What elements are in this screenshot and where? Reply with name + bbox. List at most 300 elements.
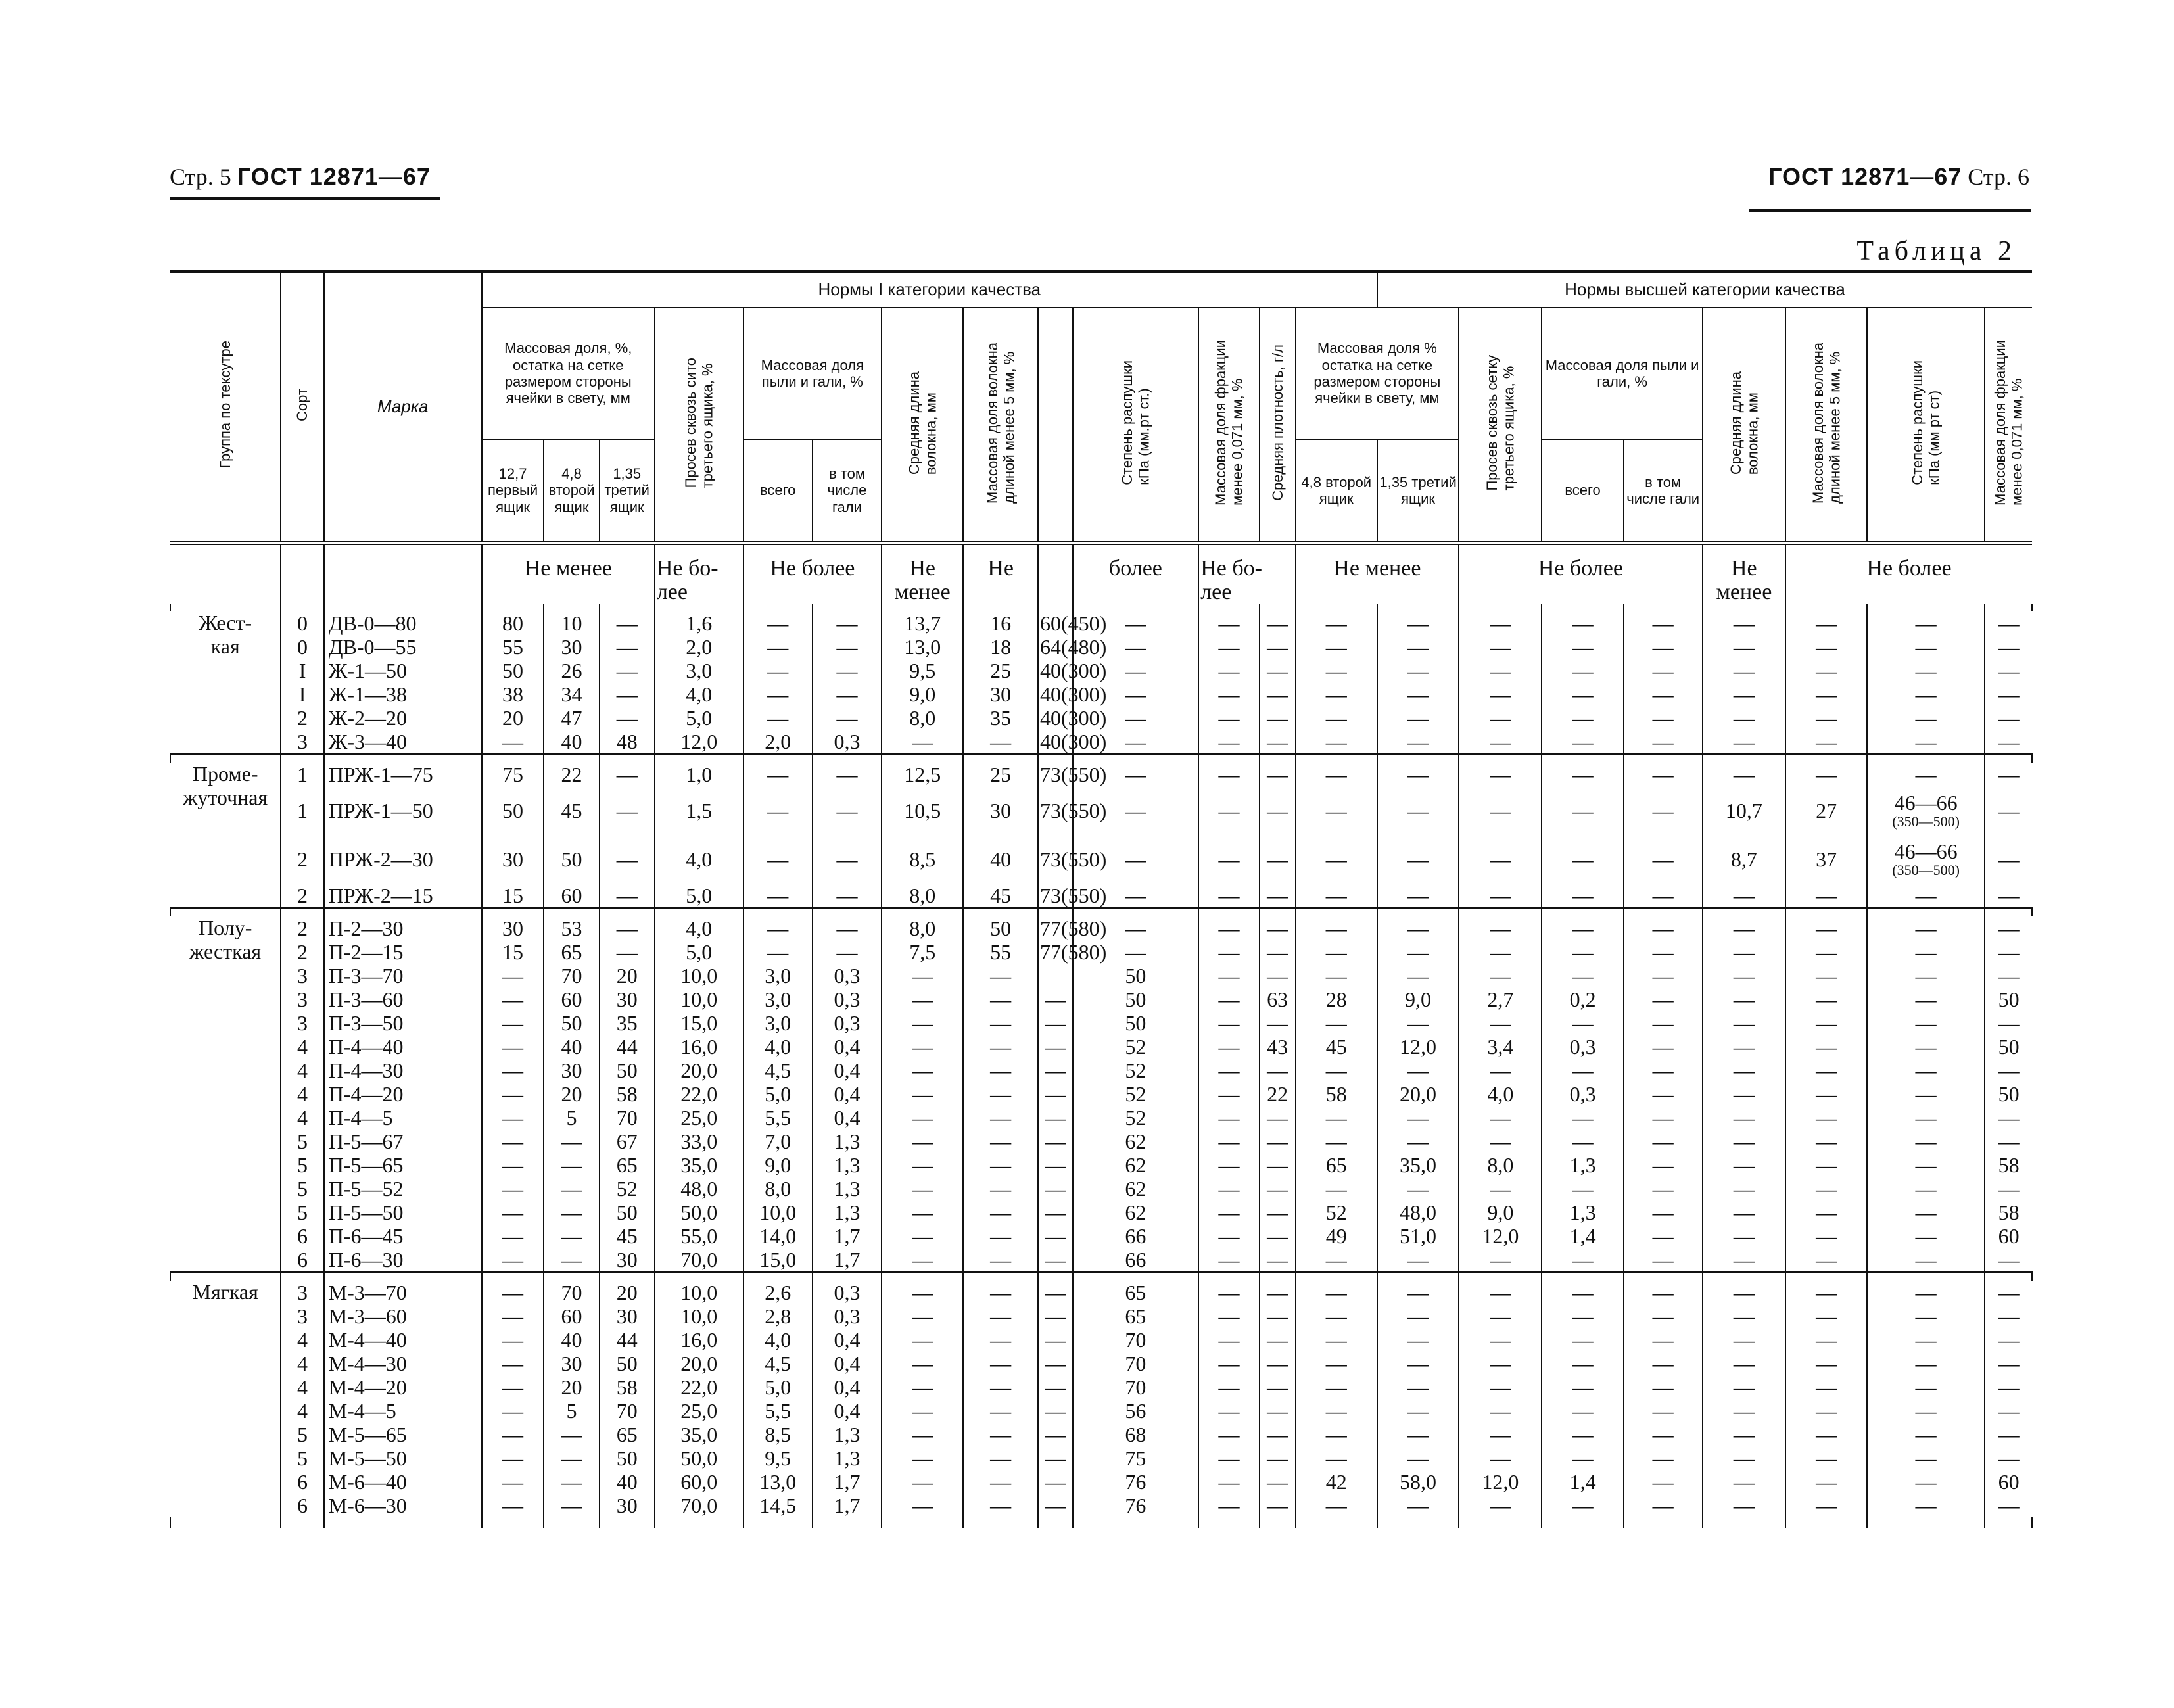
table-cell: — bbox=[1867, 1106, 1985, 1129]
table-cell: — bbox=[1785, 659, 1867, 682]
table-cell: 30 bbox=[600, 1494, 655, 1517]
table-cell: 2,7 bbox=[1459, 987, 1542, 1011]
table-cell: — bbox=[1260, 1304, 1296, 1328]
table-cell: — bbox=[1703, 659, 1785, 682]
table-cell: — bbox=[1038, 1399, 1073, 1423]
table-cell: — bbox=[1785, 1082, 1867, 1106]
table-cell: — bbox=[1377, 635, 1459, 659]
table-cell: 42 bbox=[1296, 1470, 1377, 1494]
table-cell: — bbox=[1867, 1129, 1985, 1153]
mark-cell: П-3—70 bbox=[324, 964, 482, 987]
table-cell: 58 bbox=[600, 1375, 655, 1399]
table-cell: 50 bbox=[600, 1058, 655, 1082]
table-cell: — bbox=[1459, 1375, 1542, 1399]
table-cell: — bbox=[1038, 1153, 1073, 1177]
table-cell: — bbox=[882, 1281, 963, 1304]
table-cell: 62 bbox=[1073, 1153, 1199, 1177]
table-cell: 4 bbox=[281, 1328, 323, 1352]
table-cell: — bbox=[1198, 1494, 1260, 1517]
table-cell: 20 bbox=[482, 706, 544, 730]
table-cell: — bbox=[1867, 1248, 1985, 1272]
table-cell: — bbox=[1038, 1352, 1073, 1375]
table-cell: 22 bbox=[544, 763, 599, 786]
table-cell: — bbox=[1296, 1375, 1377, 1399]
table-row bbox=[170, 1446, 2032, 1470]
table-cell: — bbox=[1260, 786, 1296, 835]
table-cell: — bbox=[1542, 940, 1623, 964]
table-row bbox=[170, 1423, 2032, 1446]
table-cell: 68 bbox=[1073, 1423, 1199, 1446]
table-cell: — bbox=[482, 1423, 544, 1446]
table-cell: 70 bbox=[600, 1106, 655, 1129]
mark-cell: ДВ-0—80 bbox=[324, 611, 482, 635]
table-cell: — bbox=[1038, 1129, 1073, 1153]
table-cell: 56 bbox=[1073, 1399, 1199, 1423]
mark-cell: М-4—20 bbox=[324, 1375, 482, 1399]
table-cell: — bbox=[1867, 1494, 1985, 1517]
table-cell: — bbox=[1198, 659, 1260, 682]
table-cell: — bbox=[1459, 1494, 1542, 1517]
table-cell: — bbox=[1867, 1446, 1985, 1470]
table-cell: 70 bbox=[1073, 1352, 1199, 1375]
table-cell: 76 bbox=[1073, 1470, 1199, 1494]
table-cell: 50 bbox=[482, 659, 544, 682]
table-cell: 50 bbox=[544, 1011, 599, 1035]
table-cell: — bbox=[1624, 1129, 1703, 1153]
table-cell: — bbox=[1703, 1399, 1785, 1423]
table-cell: — bbox=[1459, 786, 1542, 835]
table-cell: — bbox=[744, 682, 813, 706]
table-cell: — bbox=[744, 659, 813, 682]
table-cell: — bbox=[1073, 940, 1199, 964]
table-cell: 6 bbox=[281, 1224, 323, 1248]
table-cell: — bbox=[963, 1352, 1038, 1375]
table-cell: — bbox=[744, 940, 813, 964]
table-cell: — bbox=[1624, 884, 1703, 908]
table-cell: 30 bbox=[963, 682, 1038, 706]
table-cell: — bbox=[1377, 835, 1459, 884]
table-cell: 15 bbox=[482, 940, 544, 964]
table-cell: 50 bbox=[600, 1200, 655, 1224]
table-cell: — bbox=[1377, 1352, 1459, 1375]
table-cell: 50,0 bbox=[655, 1200, 744, 1224]
table-cell: — bbox=[744, 635, 813, 659]
table-cell: 50 bbox=[1073, 964, 1199, 987]
table-cell: 58 bbox=[1296, 1082, 1377, 1106]
table-cell: 2 bbox=[281, 706, 323, 730]
norms-highest-category: Нормы высшей категории качества bbox=[1377, 272, 2032, 308]
table-cell: — bbox=[1703, 1494, 1785, 1517]
table-cell: — bbox=[1459, 1446, 1542, 1470]
table-cell: — bbox=[1703, 1224, 1785, 1248]
table-cell: 0,3 bbox=[813, 1281, 882, 1304]
table-cell: — bbox=[1624, 1446, 1703, 1470]
table-cell: 65 bbox=[544, 940, 599, 964]
table-cell: 50 bbox=[1985, 987, 2032, 1011]
table-cell: — bbox=[1542, 1106, 1623, 1129]
table-cell: — bbox=[544, 1446, 599, 1470]
table-cell: — bbox=[1377, 682, 1459, 706]
table-cell: — bbox=[1703, 730, 1785, 754]
table-cell: 4 bbox=[281, 1082, 323, 1106]
table-cell: — bbox=[1785, 730, 1867, 754]
table-cell: — bbox=[1198, 987, 1260, 1011]
table-cell: 0,4 bbox=[813, 1399, 882, 1423]
table-cell: — bbox=[963, 1011, 1038, 1035]
table-cell: — bbox=[1703, 1248, 1785, 1272]
table-cell: — bbox=[1542, 1352, 1623, 1375]
table-cell: 1,7 bbox=[813, 1494, 882, 1517]
table-cell: — bbox=[1260, 682, 1296, 706]
table-cell: — bbox=[1985, 682, 2032, 706]
table-cell: 30 bbox=[600, 1248, 655, 1272]
table-cell: 0,4 bbox=[813, 1328, 882, 1352]
table-cell: — bbox=[1296, 763, 1377, 786]
table-cell: — bbox=[1377, 659, 1459, 682]
table-cell: 8,7 bbox=[1703, 835, 1785, 884]
table-cell: 58,0 bbox=[1377, 1470, 1459, 1494]
table-cell: 75 bbox=[482, 763, 544, 786]
col-48: 4,8 второй ящик bbox=[544, 439, 599, 543]
table-cell: 1,3 bbox=[1542, 1153, 1623, 1177]
data-table bbox=[170, 270, 2033, 1528]
table-cell: 22,0 bbox=[655, 1082, 744, 1106]
right-header-rule bbox=[1749, 209, 2031, 212]
table-cell: — bbox=[1542, 1423, 1623, 1446]
table-cell: 12,0 bbox=[655, 730, 744, 754]
table-cell: — bbox=[1073, 611, 1199, 635]
table-cell: 10,0 bbox=[655, 987, 744, 1011]
table-cell: — bbox=[963, 1248, 1038, 1272]
table-cell: 3 bbox=[281, 1281, 323, 1304]
table-cell: 62 bbox=[1073, 1177, 1199, 1200]
table-cell: — bbox=[1038, 987, 1073, 1011]
table-row bbox=[170, 659, 2032, 682]
table-cell: — bbox=[1459, 635, 1542, 659]
table-cell: — bbox=[1296, 1129, 1377, 1153]
table-cell: — bbox=[1459, 682, 1542, 706]
table-cell: — bbox=[1260, 1446, 1296, 1470]
table-cell: 52 bbox=[1073, 1035, 1199, 1058]
table-cell: 8,0 bbox=[744, 1177, 813, 1200]
table-cell: — bbox=[1703, 706, 1785, 730]
table-cell: 9,0 bbox=[1459, 1200, 1542, 1224]
table-cell: 8,5 bbox=[744, 1423, 813, 1446]
table-cell: — bbox=[1785, 1399, 1867, 1423]
table-cell: 0 bbox=[281, 635, 323, 659]
table-cell: — bbox=[1785, 1281, 1867, 1304]
table-cell: — bbox=[1198, 1470, 1260, 1494]
table-cell: — bbox=[813, 635, 882, 659]
table-cell: 60,0 bbox=[655, 1470, 744, 1494]
table-cell: — bbox=[1703, 1129, 1785, 1153]
table-cell: 55 bbox=[963, 940, 1038, 964]
table-cell: — bbox=[963, 1224, 1038, 1248]
table-cell: — bbox=[1785, 1328, 1867, 1352]
table-cell: 4 bbox=[281, 1375, 323, 1399]
table-cell: 70 bbox=[600, 1399, 655, 1423]
table-cell: — bbox=[600, 682, 655, 706]
table-cell: 2,6 bbox=[744, 1281, 813, 1304]
table-cell: — bbox=[882, 1082, 963, 1106]
table-cell: — bbox=[482, 1328, 544, 1352]
table-cell: — bbox=[963, 1082, 1038, 1106]
table-cell: — bbox=[882, 1399, 963, 1423]
table-cell: — bbox=[1867, 1082, 1985, 1106]
table-row bbox=[170, 635, 2032, 659]
table-cell: 0,4 bbox=[813, 1352, 882, 1375]
table-row bbox=[170, 1248, 2032, 1272]
table-cell: — bbox=[1985, 611, 2032, 635]
table-cell: 5,0 bbox=[744, 1375, 813, 1399]
h-mass-residue-header: Массовая доля % остатка на сетке размером стороны ячейки в свету, мм bbox=[1296, 308, 1459, 439]
table-cell: — bbox=[1296, 940, 1377, 964]
table-cell: 1,3 bbox=[813, 1200, 882, 1224]
table-cell: — bbox=[1985, 884, 2032, 908]
table-cell: 52 bbox=[1073, 1082, 1199, 1106]
table-cell: 1,4 bbox=[1542, 1224, 1623, 1248]
table-cell: — bbox=[1985, 1375, 2032, 1399]
table-cell: 6 bbox=[281, 1248, 323, 1272]
mark-cell: М-3—70 bbox=[324, 1281, 482, 1304]
table-cell: 65 bbox=[1073, 1304, 1199, 1328]
table-cell: 1,5 bbox=[655, 786, 744, 835]
table-cell: 30 bbox=[482, 916, 544, 940]
table-cell: — bbox=[1985, 1177, 2032, 1200]
table-cell: — bbox=[1542, 659, 1623, 682]
table-cell: 34 bbox=[544, 682, 599, 706]
table-cell: — bbox=[1703, 1058, 1785, 1082]
table-cell: 49 bbox=[1296, 1224, 1377, 1248]
table-cell: — bbox=[1296, 884, 1377, 908]
left-header-rule bbox=[170, 197, 440, 200]
table-row bbox=[170, 706, 2032, 730]
table-cell: 5 bbox=[281, 1153, 323, 1177]
table-cell: — bbox=[1377, 1494, 1459, 1517]
table-cell: — bbox=[1198, 1035, 1260, 1058]
table-cell: — bbox=[1038, 1446, 1073, 1470]
table-cell: — bbox=[1038, 1058, 1073, 1082]
table-cell: — bbox=[1038, 1035, 1073, 1058]
mark-cell: ПРЖ-2—30 bbox=[324, 835, 482, 884]
table-cell: — bbox=[600, 763, 655, 786]
table-cell: — bbox=[1073, 884, 1199, 908]
table-cell: — bbox=[1703, 763, 1785, 786]
table-cell: — bbox=[1785, 706, 1867, 730]
col-fluff: Степень распушки кПа (мм.рт ст.) bbox=[1073, 308, 1199, 543]
table-cell: — bbox=[1985, 635, 2032, 659]
table-cell: — bbox=[1542, 1058, 1623, 1082]
mark-cell: ПРЖ-1—75 bbox=[324, 763, 482, 786]
table-cell: 50,0 bbox=[655, 1446, 744, 1470]
table-cell: — bbox=[1296, 730, 1377, 754]
table-cell: 20 bbox=[544, 1375, 599, 1399]
table-cell: — bbox=[882, 1106, 963, 1129]
table-row bbox=[170, 1470, 2032, 1494]
table-cell: — bbox=[1459, 1248, 1542, 1272]
table-cell: 65 bbox=[600, 1423, 655, 1446]
table-row bbox=[170, 682, 2032, 706]
table-cell: — bbox=[1867, 916, 1985, 940]
table-cell: — bbox=[1377, 730, 1459, 754]
table-cell: — bbox=[1377, 611, 1459, 635]
table-cell: 4,0 bbox=[655, 835, 744, 884]
table-cell: — bbox=[482, 1058, 544, 1082]
table-cell: — bbox=[744, 786, 813, 835]
table-cell: — bbox=[1785, 1304, 1867, 1328]
table-cell: — bbox=[482, 1106, 544, 1129]
table-cell: — bbox=[1038, 1011, 1073, 1035]
table-cell: 65 bbox=[600, 1153, 655, 1177]
table-cell: — bbox=[1198, 884, 1260, 908]
table-cell: — bbox=[1703, 1200, 1785, 1224]
table-cell: 48,0 bbox=[655, 1177, 744, 1200]
table-cell: — bbox=[1296, 1423, 1377, 1446]
table-cell: 20,0 bbox=[1377, 1082, 1459, 1106]
table-cell: — bbox=[1624, 1082, 1703, 1106]
table-cell: — bbox=[1459, 1328, 1542, 1352]
table-cell: — bbox=[1073, 706, 1199, 730]
table-cell: — bbox=[1867, 1011, 1985, 1035]
table-cell: — bbox=[963, 1375, 1038, 1399]
table-cell: — bbox=[1038, 1281, 1073, 1304]
table-cell: I bbox=[281, 659, 323, 682]
table-cell: 3,0 bbox=[744, 1011, 813, 1035]
table-cell: 12,0 bbox=[1377, 1035, 1459, 1058]
table-cell: 60 bbox=[544, 884, 599, 908]
table-cell: 1 bbox=[281, 763, 323, 786]
table-cell: 40(300) bbox=[1038, 659, 1073, 682]
table-cell: — bbox=[963, 964, 1038, 987]
table-cell: — bbox=[1038, 1082, 1073, 1106]
table-cell: 40(300) bbox=[1038, 706, 1073, 730]
table-cell: — bbox=[1198, 835, 1260, 884]
mark-cell: П-5—65 bbox=[324, 1153, 482, 1177]
table-cell: 1,0 bbox=[655, 763, 744, 786]
table-cell: 10 bbox=[544, 611, 599, 635]
table-cell: 70,0 bbox=[655, 1248, 744, 1272]
table-cell: 8,0 bbox=[882, 706, 963, 730]
table-cell: — bbox=[963, 1446, 1038, 1470]
table-cell: I bbox=[281, 682, 323, 706]
table-cell: — bbox=[1198, 1011, 1260, 1035]
table-cell: 3 bbox=[281, 1011, 323, 1035]
table-cell: — bbox=[1296, 1177, 1377, 1200]
table-cell: 1,7 bbox=[813, 1248, 882, 1272]
table-cell: — bbox=[1785, 611, 1867, 635]
table-cell: — bbox=[1260, 1058, 1296, 1082]
group-label: Жест- кая bbox=[170, 611, 281, 754]
col-127: 12,7 первый ящик bbox=[482, 439, 544, 543]
table-cell: — bbox=[1296, 1011, 1377, 1035]
group-label: Проме- жуточная bbox=[170, 763, 281, 908]
table-cell: 9,5 bbox=[882, 659, 963, 682]
table-cell: — bbox=[600, 884, 655, 908]
h-col-fraction: Массовая доля фракции менее 0,071 мм, % bbox=[1985, 308, 2032, 543]
table-cell: — bbox=[1198, 1281, 1260, 1304]
table-cell: 3 bbox=[281, 730, 323, 754]
table-cell: — bbox=[1785, 1153, 1867, 1177]
table-cell: 1,3 bbox=[813, 1153, 882, 1177]
table-cell: 20 bbox=[600, 1281, 655, 1304]
table-cell: 0,2 bbox=[1542, 987, 1623, 1011]
table-cell: 4,5 bbox=[744, 1352, 813, 1375]
table-cell: — bbox=[1198, 1106, 1260, 1129]
table-cell: — bbox=[1867, 1177, 1985, 1200]
table-cell: — bbox=[1459, 1399, 1542, 1423]
table-cell: 13,0 bbox=[744, 1470, 813, 1494]
table-cell: 58 bbox=[1985, 1153, 2032, 1177]
table-cell: — bbox=[1785, 763, 1867, 786]
col-135: 1,35 третий ящик bbox=[600, 439, 655, 543]
table-cell: 1,3 bbox=[813, 1423, 882, 1446]
table-cell: 5 bbox=[281, 1446, 323, 1470]
table-cell: — bbox=[544, 1423, 599, 1446]
table-cell: — bbox=[482, 1399, 544, 1423]
table-cell: — bbox=[1198, 916, 1260, 940]
table-cell: — bbox=[600, 786, 655, 835]
mark-cell: П-2—30 bbox=[324, 916, 482, 940]
table-cell: 12,0 bbox=[1459, 1224, 1542, 1248]
mark-cell: М-4—5 bbox=[324, 1399, 482, 1423]
table-cell: — bbox=[1260, 1106, 1296, 1129]
table-cell: — bbox=[482, 1011, 544, 1035]
table-cell: 30 bbox=[544, 1058, 599, 1082]
table-cell: 35 bbox=[963, 706, 1038, 730]
table-cell: — bbox=[1260, 1281, 1296, 1304]
table-cell: — bbox=[1198, 786, 1260, 835]
table-cell: 3 bbox=[281, 1304, 323, 1328]
mark-cell: П-5—50 bbox=[324, 1200, 482, 1224]
table-cell: — bbox=[1785, 1129, 1867, 1153]
table-cell: — bbox=[1624, 706, 1703, 730]
table-cell: — bbox=[1867, 1470, 1985, 1494]
table-cell: — bbox=[1296, 1248, 1377, 1272]
mark-cell: П-3—60 bbox=[324, 987, 482, 1011]
table-cell: — bbox=[882, 1224, 963, 1248]
table-cell: — bbox=[1624, 1375, 1703, 1399]
mark-cell: М-5—50 bbox=[324, 1446, 482, 1470]
table-cell: 3,0 bbox=[655, 659, 744, 682]
table-cell: 15,0 bbox=[655, 1011, 744, 1035]
table-cell: 76 bbox=[1073, 1494, 1199, 1517]
table-cell: — bbox=[1785, 1035, 1867, 1058]
table-cell: — bbox=[813, 940, 882, 964]
table-cell: — bbox=[1260, 884, 1296, 908]
table-cell: 60 bbox=[544, 987, 599, 1011]
table-cell: — bbox=[1073, 786, 1199, 835]
table-cell: — bbox=[1038, 1375, 1073, 1399]
table-cell: — bbox=[1867, 611, 1985, 635]
table-cell: — bbox=[1703, 611, 1785, 635]
table-row bbox=[170, 1281, 2032, 1304]
table-row bbox=[170, 1106, 2032, 1129]
table-cell: 30 bbox=[600, 1304, 655, 1328]
table-cell: 3,4 bbox=[1459, 1035, 1542, 1058]
table-cell: — bbox=[963, 1304, 1038, 1328]
table-cell: 50 bbox=[963, 916, 1038, 940]
table-cell: 50 bbox=[1985, 1082, 2032, 1106]
table-cell: — bbox=[1542, 706, 1623, 730]
table-cell: — bbox=[1377, 1446, 1459, 1470]
table-cell: 73(550) bbox=[1038, 786, 1073, 835]
h-col-sieve: Просев сквозь сетку третьего ящика, % bbox=[1459, 308, 1542, 543]
table-cell: — bbox=[1985, 916, 2032, 940]
table-cell: — bbox=[544, 1470, 599, 1494]
table-row bbox=[170, 1177, 2032, 1200]
table-cell: 70 bbox=[1073, 1375, 1199, 1399]
mark-cell: П-4—20 bbox=[324, 1082, 482, 1106]
